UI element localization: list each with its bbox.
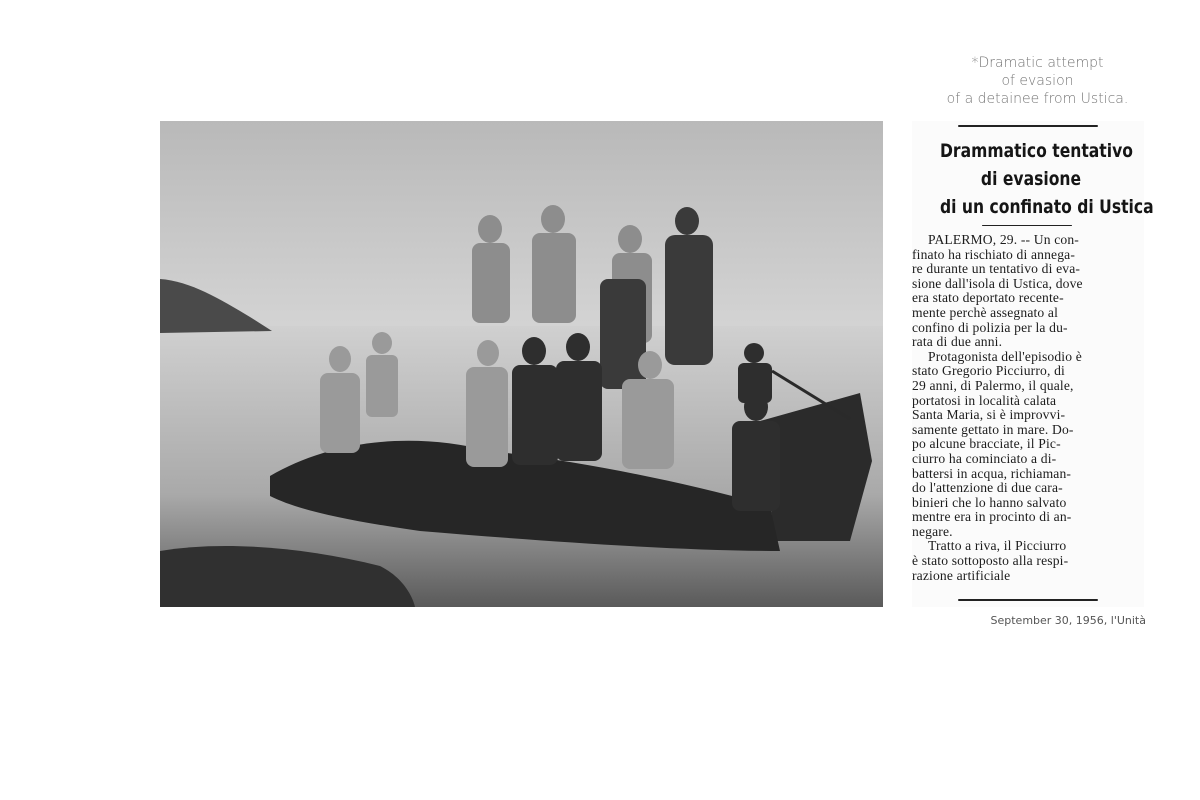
- article-line: razione artificiale: [912, 568, 1011, 583]
- article-line: re durante un tentativo di eva-: [912, 262, 1081, 277]
- article-line: portatosi in località calata: [912, 393, 1057, 408]
- article-line: era stato deportato recente-: [912, 291, 1064, 306]
- article-line: po alcune bracciate, il Pic-: [912, 437, 1061, 452]
- caption-line-1: *Dramatic attempt: [971, 55, 1104, 71]
- group-photo: [160, 121, 883, 607]
- article-line: samente gettato in mare. Do-: [912, 422, 1074, 437]
- caption-line-2: of evasion: [1001, 73, 1074, 89]
- article-line: battersi in acqua, richiaman-: [912, 466, 1072, 481]
- article-line: rata di due anni.: [912, 335, 1003, 350]
- article-line: negare.: [912, 524, 953, 539]
- caption-line-3: of a detainee from Ustica.: [946, 91, 1129, 107]
- article-line: Tratto a riva, il Picciurro: [928, 539, 1067, 554]
- headline-line-2: di evasione: [980, 168, 1082, 190]
- article-line: mente perchè assegnato al: [912, 305, 1059, 320]
- article-line: PALERMO, 29. -- Un con-: [928, 233, 1079, 247]
- headline-line-1: Drammatico tentativo: [939, 140, 1133, 162]
- article-line: finato ha rischiato di annega-: [912, 247, 1076, 262]
- headline-line-3: di un confinato di Ustica: [939, 196, 1154, 218]
- article-line: Protagonista dell'episodio è: [928, 349, 1082, 364]
- group-photo-illustration: [160, 121, 883, 607]
- article-line: do l'attenzione di due cara-: [912, 481, 1063, 496]
- clipping-bottom-rule: [958, 599, 1098, 601]
- article-line: Santa Maria, si è improvvi-: [912, 408, 1066, 423]
- article-line: mentre era in procinto di an-: [912, 510, 1072, 525]
- clipping-headline: [939, 137, 1154, 221]
- source-credit: September 30, 1956, l'Unità: [990, 614, 1146, 627]
- article-line: sione dall'isola di Ustica, dove: [912, 276, 1083, 291]
- article-line: stato Gregorio Picciurro, di: [912, 364, 1065, 379]
- clipping-top-rule: [958, 125, 1098, 127]
- article-line: confino di polizia per la du-: [912, 320, 1068, 335]
- article-line: binieri che lo hanno salvato: [912, 495, 1067, 510]
- article-line: ciurro ha cominciato a di-: [912, 451, 1057, 466]
- article-line: è stato sottoposto alla respi-: [912, 554, 1069, 569]
- translation-caption: [930, 54, 1145, 108]
- clipping-article-body: [912, 233, 1142, 583]
- article-line: 29 anni, di Palermo, il quale,: [912, 378, 1074, 393]
- newspaper-clipping: [912, 121, 1154, 607]
- clipping-mid-rule: [982, 225, 1072, 226]
